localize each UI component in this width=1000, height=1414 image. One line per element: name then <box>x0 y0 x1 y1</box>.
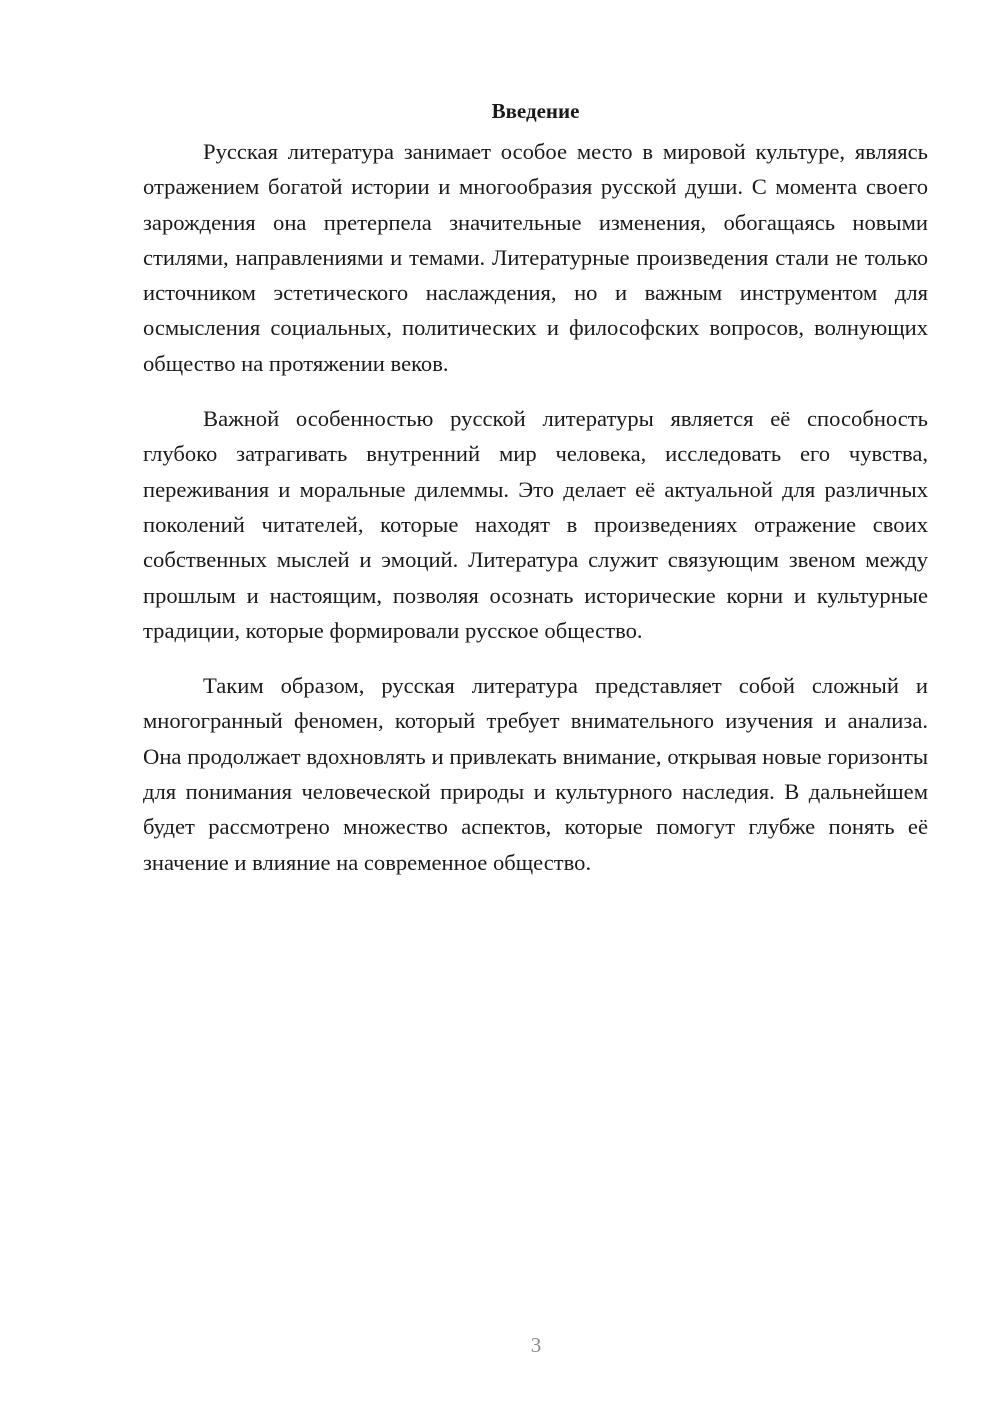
paragraph-1: Русская литература занимает особое место в мировой культуре, являясь отражением богатой истории и многообразия русской души. С момента своего зарождения она претерпела значительные изменения, обогащаясь новыми стилями, направлениями и темами. Литературные произведения стали не только источником эстетического наслаждения, но и важным инструментом для осмысления социальных, политических и философских вопросов, волнующих общество на протяжении веков. <box>143 139 928 376</box>
section-heading: Введение <box>491 99 580 123</box>
paragraph-2: Важной особенностью русской литературы является её способность глубоко затрагивать внутренний мир человека, исследовать его чувства, переживания и моральные дилеммы. Это делает её актуальной для различных поколений читателей, которые находят в произведениях отражение своих собственных мыслей и эмоций. Литература служит связующим звеном между прошлым и настоящим, позволяя осознать исторические корни и культурные традиции, которые формировали русское общество. <box>143 406 928 643</box>
page-number: 3 <box>530 1333 542 1357</box>
paragraph-3: Таким образом, русская литература представляет собой сложный и многогранный феномен, который требует внимательного изучения и анализа. Она продолжает вдохновлять и привлекать внимание, открывая новые горизонты для понимания человеческой природы и культурного наследия. В дальнейшем будет рассмотрено множество аспектов, которые помогут глубже понять её значение и влияние на современное общество. <box>143 673 928 875</box>
page-content <box>143 96 928 900</box>
